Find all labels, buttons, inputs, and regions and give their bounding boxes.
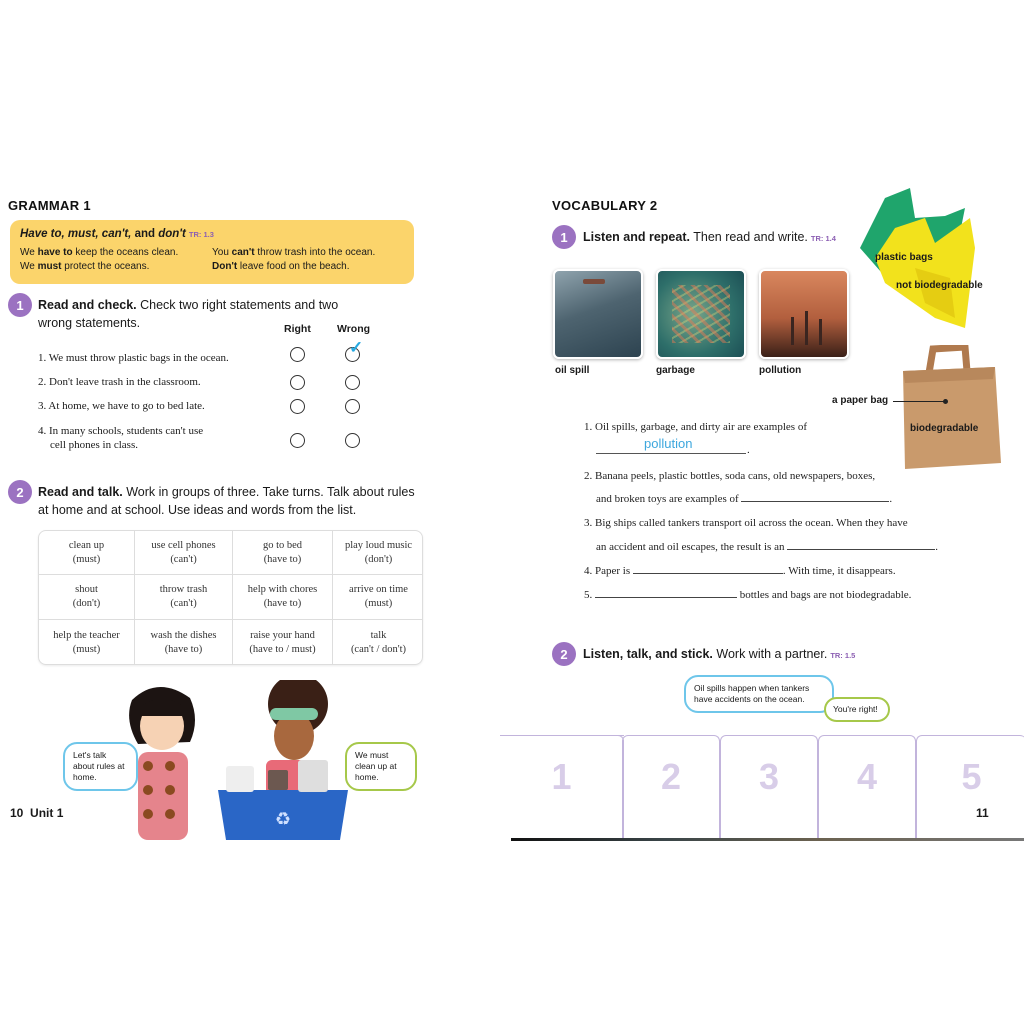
illustration-girls-recycling (118, 680, 358, 840)
radio-right-1[interactable] (290, 347, 305, 362)
svg-text:♻: ♻ (274, 809, 292, 829)
page-bottom-edge (511, 838, 1024, 841)
pointer-dot (943, 399, 948, 404)
exercise-1-text: 1. Oil spills, garbage, and dirty air are examples of (584, 421, 807, 433)
section-title-grammar: GRAMMAR 1 (8, 198, 91, 213)
word-list-grid (38, 530, 423, 665)
exercise-3-text: 3. Big ships called tankers transport oil across the ocean. When they have (584, 517, 908, 529)
checkmark-icon: ✓ (349, 338, 364, 357)
grammar-box (10, 220, 414, 284)
statement-1: 1. We must throw plastic bags in the ocean. (38, 352, 229, 364)
grammar-title-part: Have to, must, can't, (20, 228, 132, 240)
word-cell: go to bed (have to) (233, 531, 333, 575)
statement-3: 3. At home, we have to go to bed late. (38, 400, 205, 412)
grammar-box-title (20, 228, 404, 240)
activity2-instructions: Read and talk. Work in groups of three. Take turns. Talk about rules at home and at school. Use ideas and words from the list. (38, 485, 415, 517)
column-header-wrong: Wrong (337, 323, 371, 335)
activity-number-badge: 2 (8, 480, 32, 504)
grammar-title-part: don't (158, 228, 186, 240)
speech-bubble-right: We must clean up at home. (345, 742, 417, 791)
grammar-title-and: and (131, 228, 159, 240)
page-footer-right: 11 (976, 806, 989, 820)
exercise-4-blank[interactable] (633, 564, 783, 574)
track-label: TR: 1.3 (188, 230, 214, 239)
activity-number-badge: 1 (552, 225, 576, 249)
label-biodegradable: biodegradable (910, 423, 979, 434)
photo-label-pollution: pollution (759, 365, 802, 376)
vocab-activity2-instructions: Listen, talk, and stick. Work with a partner. TR: 1.5 (583, 647, 856, 661)
vocab-activity1-instructions: Listen and repeat. Then read and write. TR: 1.4 (583, 230, 836, 244)
radio-right-4[interactable] (290, 433, 305, 448)
activity1-instructions: Read and check. Check two right statements and two wrong statements. (38, 298, 339, 330)
sticker-slot-5[interactable]: 5 (916, 735, 1024, 840)
activity-number-badge: 2 (552, 642, 576, 666)
sticker-slots (500, 735, 1024, 840)
speech-bubble-tankers: Oil spills happen when tankers have accidents on the ocean. (684, 675, 834, 713)
photo-garbage (656, 269, 746, 359)
activity-number-badge: 1 (8, 293, 32, 317)
word-cell: wash the dishes (have to) (135, 620, 233, 665)
exercise-5-blank[interactable] (595, 588, 737, 598)
photo-label-garbage: garbage (656, 365, 695, 376)
speech-bubble-youre-right: You're right! (824, 697, 890, 722)
word-cell: help the teacher (must) (39, 620, 135, 665)
exercise-2-text: 2. Banana peels, plastic bottles, soda cans, old newspapers, boxes, (584, 470, 876, 482)
sticker-slot-2[interactable]: 2 (622, 735, 720, 840)
exercise-1-answer[interactable]: pollution (644, 436, 693, 451)
radio-right-3[interactable] (290, 399, 305, 414)
statement-2: 2. Don't leave trash in the classroom. (38, 376, 201, 388)
grammar-example: We must protect the oceans. (20, 261, 150, 272)
section-title-vocabulary: VOCABULARY 2 (552, 198, 658, 213)
exercise-3-text-line2: an accident and oil escapes, the result is an . (596, 541, 938, 553)
column-header-right: Right (284, 323, 311, 335)
sticker-slot-3[interactable]: 3 (720, 735, 818, 840)
grammar-example: We have to keep the oceans clean. (20, 247, 179, 258)
grammar-example: You can't throw trash into the ocean. (212, 247, 376, 258)
sticker-slot-4[interactable]: 4 (818, 735, 916, 840)
word-cell: help with chores (have to) (233, 575, 333, 620)
word-cell: clean up (must) (39, 531, 135, 575)
label-plastic-bags: plastic bags (875, 252, 933, 263)
photo-pollution (759, 269, 849, 359)
word-cell: play loud music (don't) (333, 531, 423, 575)
pointer-line (893, 401, 945, 402)
sticker-slot-1[interactable]: 1 (500, 735, 624, 840)
radio-wrong-3[interactable] (345, 399, 360, 414)
exercise-4-text: 4. Paper is . With time, it disappears. (584, 565, 896, 577)
exercise-2-blank[interactable] (741, 492, 889, 502)
speech-bubble-left: Let's talk about rules at home. (63, 742, 138, 791)
radio-right-2[interactable] (290, 375, 305, 390)
photo-oil-spill (553, 269, 643, 359)
grammar-examples-col1 (20, 246, 212, 274)
exercise-2-text-line2: and broken toys are examples of . (596, 493, 893, 505)
paper-bag-image (895, 345, 1003, 470)
word-cell: raise your hand (have to / must) (233, 620, 333, 665)
tanker-ship-icon (583, 279, 605, 284)
label-not-biodegradable: not biodegradable (896, 280, 983, 291)
word-cell: use cell phones (can't) (135, 531, 233, 575)
grammar-example: Don't leave food on the beach. (212, 261, 350, 272)
exercise-5-text: 5. bottles and bags are not biodegradable. (584, 589, 912, 601)
radio-wrong-2[interactable] (345, 375, 360, 390)
plastic-bags-image (855, 188, 985, 338)
exercise-1-blank[interactable] (596, 453, 746, 454)
label-paper-bag: a paper bag (832, 395, 889, 406)
word-cell: talk (can't / don't) (350, 630, 407, 655)
word-cell: throw trash (can't) (135, 575, 233, 620)
exercise-3-blank[interactable] (787, 540, 935, 550)
grammar-examples-col2 (212, 246, 404, 274)
radio-wrong-4[interactable] (345, 433, 360, 448)
word-cell: shout (don't) (39, 575, 135, 620)
page-footer-left: 10 Unit 1 (10, 806, 64, 820)
photo-label-oil-spill: oil spill (555, 365, 590, 376)
statement-4: 4. In many schools, students can't use cell phones in class. (38, 425, 204, 451)
word-cell: arrive on time (must) (333, 575, 423, 620)
